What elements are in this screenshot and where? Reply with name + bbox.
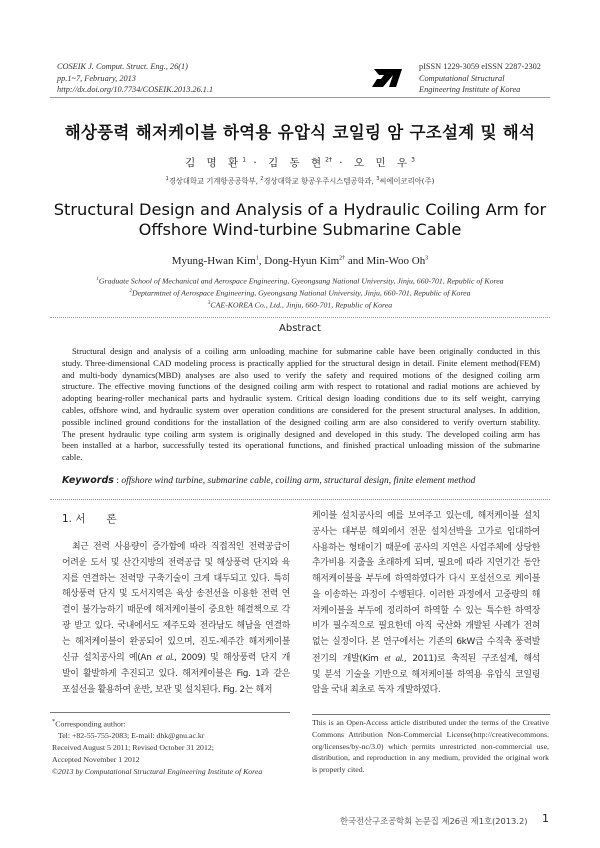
- abstract-line: and multi-body dynamics(MBD) analyses are also used to verify the safety and required motions of the designed coiling arm: [62, 369, 540, 380]
- license-line: org/licenses/by-nc/3.0) which permits unrestricted non-commercial use,: [312, 741, 549, 751]
- keywords-text: offshore wind turbine, submarine cable, coiling arm, structural design, finite element method: [121, 476, 476, 486]
- author: 김 명 환: [185, 157, 243, 169]
- italic-citation: et al.: [384, 652, 404, 663]
- publisher-line: Computational Structural: [419, 73, 505, 83]
- abstract-line: cables, offshore wind, and hydraulic system over operation conditions are considered for the present structural analyses. In addition,: [62, 404, 540, 415]
- corresponding-author: [52, 716, 262, 730]
- body-line: 추가비용 지출을 초래하게 되며, 필요에 따라 지연기간 동안: [312, 558, 540, 569]
- separator: :: [113, 476, 122, 486]
- body-line: 없는 실정이다. 본 연구에서는 기존의 6kW급 수직축 풍력발: [312, 637, 540, 647]
- body-line: 비가 필수적으로 필요한데 아직 국산화 개발된 사례가 전혀: [312, 621, 540, 632]
- affiliation: [0, 299, 600, 311]
- body-line: 을 이송하는 과정이 수행된다. 이러한 과정에서 고중량의 해: [312, 589, 540, 600]
- copyright: ©2013 by Computational Structural Engineering Institute of Korea: [52, 766, 263, 776]
- section-number: 1.: [62, 513, 73, 525]
- accepted-date: Accepted November 1 2012: [52, 754, 140, 764]
- license-note: [312, 717, 549, 776]
- aff-sup: 2: [260, 176, 264, 182]
- contact-info: Tel: +82-55-755-2083; E-mail: dhk@gnu.ac.kr: [58, 731, 205, 741]
- body-line: 최근 전력 사용량이 증가함에 따라 직접적인 전력공급이: [72, 542, 290, 552]
- body-line: 전기의 개발(Kim et al., 2011)로 축적된 구조설계, 해석: [312, 652, 540, 664]
- separator: ·: [246, 157, 269, 169]
- corresponding-label: Corresponding author:: [55, 719, 126, 729]
- body-line: 암을 국내 최초로 독자 개발하였다.: [312, 685, 441, 696]
- title-line: Offshore Wind-turbine Submarine Cable: [138, 220, 462, 239]
- italic-citation: et al.: [156, 652, 175, 663]
- affiliation: [0, 287, 600, 299]
- title-line: Structural Design and Analysis of a Hydraulic Coiling Arm for: [53, 200, 547, 219]
- author-sup: 1: [255, 255, 259, 262]
- footer-journal: 한국전산구조공학회 논문집 제26권 제1호(2013.2): [340, 816, 528, 826]
- separator: ,: [258, 255, 265, 267]
- aff-sup: 3: [376, 176, 380, 182]
- aff-text: Graduate School of Mechanical and Aerospace Engineering, Gyeongsang National University, Jinju, 660-701, Republic of Korea: [98, 276, 504, 286]
- abstract-line: possible inclined ground conditions for the installation of the designed coiling arm are also considered to verify overturn stability.: [62, 416, 540, 427]
- abstract-heading: Abstract: [279, 323, 321, 334]
- english-authors: [0, 255, 600, 267]
- citation-line: pp.1~7, February, 2013: [57, 73, 136, 83]
- abstract-line: adopting bearing-roller mechanical parts and hydraulic system. Critical design loading conditions due to its self weight, carrying: [62, 393, 540, 404]
- body-line: 지를 연결하는 전력망 구축기술이 크게 대두되고 있다. 특히: [62, 573, 290, 584]
- separator: ·: [331, 157, 354, 169]
- body-line: 신규 설치공사의 예(An et al., 2009) 및 해상풍력 단지 개: [62, 652, 290, 664]
- abstract-line: Structural design and analysis of a coiling arm unloading machine for submarine cable have been originally conducted in this: [72, 346, 540, 356]
- author: Min-Woo Oh: [366, 255, 426, 267]
- section-heading: [62, 511, 117, 526]
- footnote-divider-right: [312, 714, 550, 715]
- separator: and: [345, 255, 367, 267]
- korean-title: 해상풍력 해저케이블 하역용 유압식 코일링 암 구조설계 및 해석: [64, 123, 536, 142]
- author-sup: 3: [411, 156, 415, 164]
- body-line: 사용하는 형태이기 때문에 공사의 지연은 사업주체에 상당한: [312, 542, 540, 553]
- author-sup: 2†: [325, 156, 332, 164]
- english-title: [0, 200, 600, 240]
- body-line: 및 분석 기술을 기반으로 해저케이블 하역용 유압식 코일링: [312, 669, 540, 680]
- author-sup: 1: [242, 156, 247, 164]
- publisher-line: Engineering Institute of Korea: [419, 85, 521, 94]
- body-line: 는 해저케이블이 완공되어 있으며, 진도-제주간 해저케이블: [62, 636, 290, 647]
- body-line: 저케이블을 부두에 정리하여 하역할 수 있는 특수한 하역장: [312, 605, 540, 616]
- affiliation: 경상대학교 항공우주시스템공학과,: [263, 176, 377, 186]
- author-sup: 3: [425, 255, 429, 262]
- section-title: 서 론: [75, 513, 117, 525]
- citation-line: COSEIK J. Comput. Struct. Eng., 26(1): [57, 62, 188, 71]
- author-sup: 2†: [339, 255, 346, 262]
- author: Dong-Hyun Kim: [264, 255, 340, 267]
- doi-link[interactable]: http://dx.doi.org/10.7734/COSEIK.2013.26.1.1: [57, 85, 214, 94]
- affiliation: 경상대학교 기계항공공학부,: [168, 176, 261, 186]
- aff-text: CAE-KOREA Co., Ltd., Jinju, 660-701, Republic of Korea: [210, 300, 393, 310]
- journal-logo: [372, 67, 402, 87]
- aff-sup: 1: [165, 176, 169, 182]
- author: 오 민 우: [353, 157, 412, 169]
- header-divider: [50, 97, 550, 98]
- aff-sup: 1: [96, 277, 99, 282]
- affiliation: [0, 275, 600, 287]
- license-line: This is an Open-Access article distributed under the terms of the Creative: [312, 718, 549, 727]
- license-line: Commons Attribution Non-Commercial License(http://creativecommons.: [312, 729, 549, 739]
- body-line: 어려운 도서 및 산간지방의 전력공급 및 해상풍력 단지와 육: [62, 557, 290, 568]
- issn: pISSN 1229-3059 eISSN 2287-2302: [419, 62, 541, 71]
- author: 김 동 현: [268, 157, 326, 169]
- journal-citation: [57, 61, 213, 96]
- abstract-line: cable.: [62, 452, 83, 463]
- abstract-body: [62, 346, 540, 464]
- aff-sup: 3: [207, 301, 211, 307]
- abstract-line: been installed at a harbor, successfully tested its operational functions, and finished practical unloading mission of the submarine: [62, 440, 540, 451]
- body-line: 결이 불가능하기 때문에 해저케이블이 중요한 해결책으로 각: [62, 605, 290, 615]
- page-number: 1: [542, 812, 549, 825]
- received-date: Received August 5 2011; Revised October 31 2012;: [52, 743, 214, 753]
- body-line: 해저케이블을 부두에 하역하였다가 다시 포설선으로 케이블: [312, 574, 540, 584]
- body-line: 발이 활발하게 추진되고 있다. 해저케이블은 Fig. 1과 같은: [62, 669, 290, 679]
- body-left-column: [62, 540, 290, 699]
- body-line: 케이블 설치공사의 예를 보여주고 있는데, 해저케이블 설치: [312, 511, 540, 521]
- footnote-divider-left: [50, 712, 290, 713]
- keywords: [62, 475, 475, 486]
- korean-authors: [0, 155, 600, 170]
- footnote-mark: *: [52, 718, 56, 725]
- keywords-divider: [50, 499, 550, 500]
- footnote-left: [52, 716, 262, 778]
- affiliation: 씨에이코리아(주): [379, 176, 435, 186]
- abstract-line: study. Three-dimensional CAD modeling process is practically applied for the structural design in detail. Finite element method(FEM): [62, 357, 540, 368]
- issn-block: [419, 61, 541, 96]
- body-line: 공사는 대부분 해외에서 전문 설치선박을 고가로 임대하여: [312, 526, 540, 537]
- body-right-column: [312, 509, 540, 699]
- english-affiliations: [0, 275, 600, 311]
- author: Myung-Hwan Kim: [171, 255, 256, 267]
- aff-sup: 2: [129, 289, 132, 295]
- aff-text: Deptarmtnet of Aerospace Engineering, Gyeongsang National University, Jinju, 660-701, Republic of Korea: [131, 288, 471, 298]
- license-line: distribution, and reproduction in any medium, provided the original work: [312, 753, 549, 763]
- license-line: is properly cited.: [312, 765, 365, 775]
- abstract-top-divider: [50, 317, 550, 318]
- body-line: 해상풍력 단지 및 도서지역은 육상 송전선을 이용한 전력 연: [62, 589, 290, 600]
- abstract-line: The present hydraulic type coiling arm system is originally designed and developed in this study. The developed coiling arm has: [62, 428, 540, 439]
- body-line: 광 받고 있다. 국내에서도 제주도와 전라남도 해남을 연결하: [62, 620, 290, 631]
- body-line: 포설선을 활용하여 운반, 보관 및 설치된다. Fig. 2는 해저: [62, 684, 273, 695]
- abstract-line: structure. The effective moving functions of the designed coiling arm with respect to rotational and radial motions are achieved by: [62, 381, 540, 392]
- korean-affiliations: [0, 176, 600, 186]
- keywords-label: Keywords: [62, 475, 114, 486]
